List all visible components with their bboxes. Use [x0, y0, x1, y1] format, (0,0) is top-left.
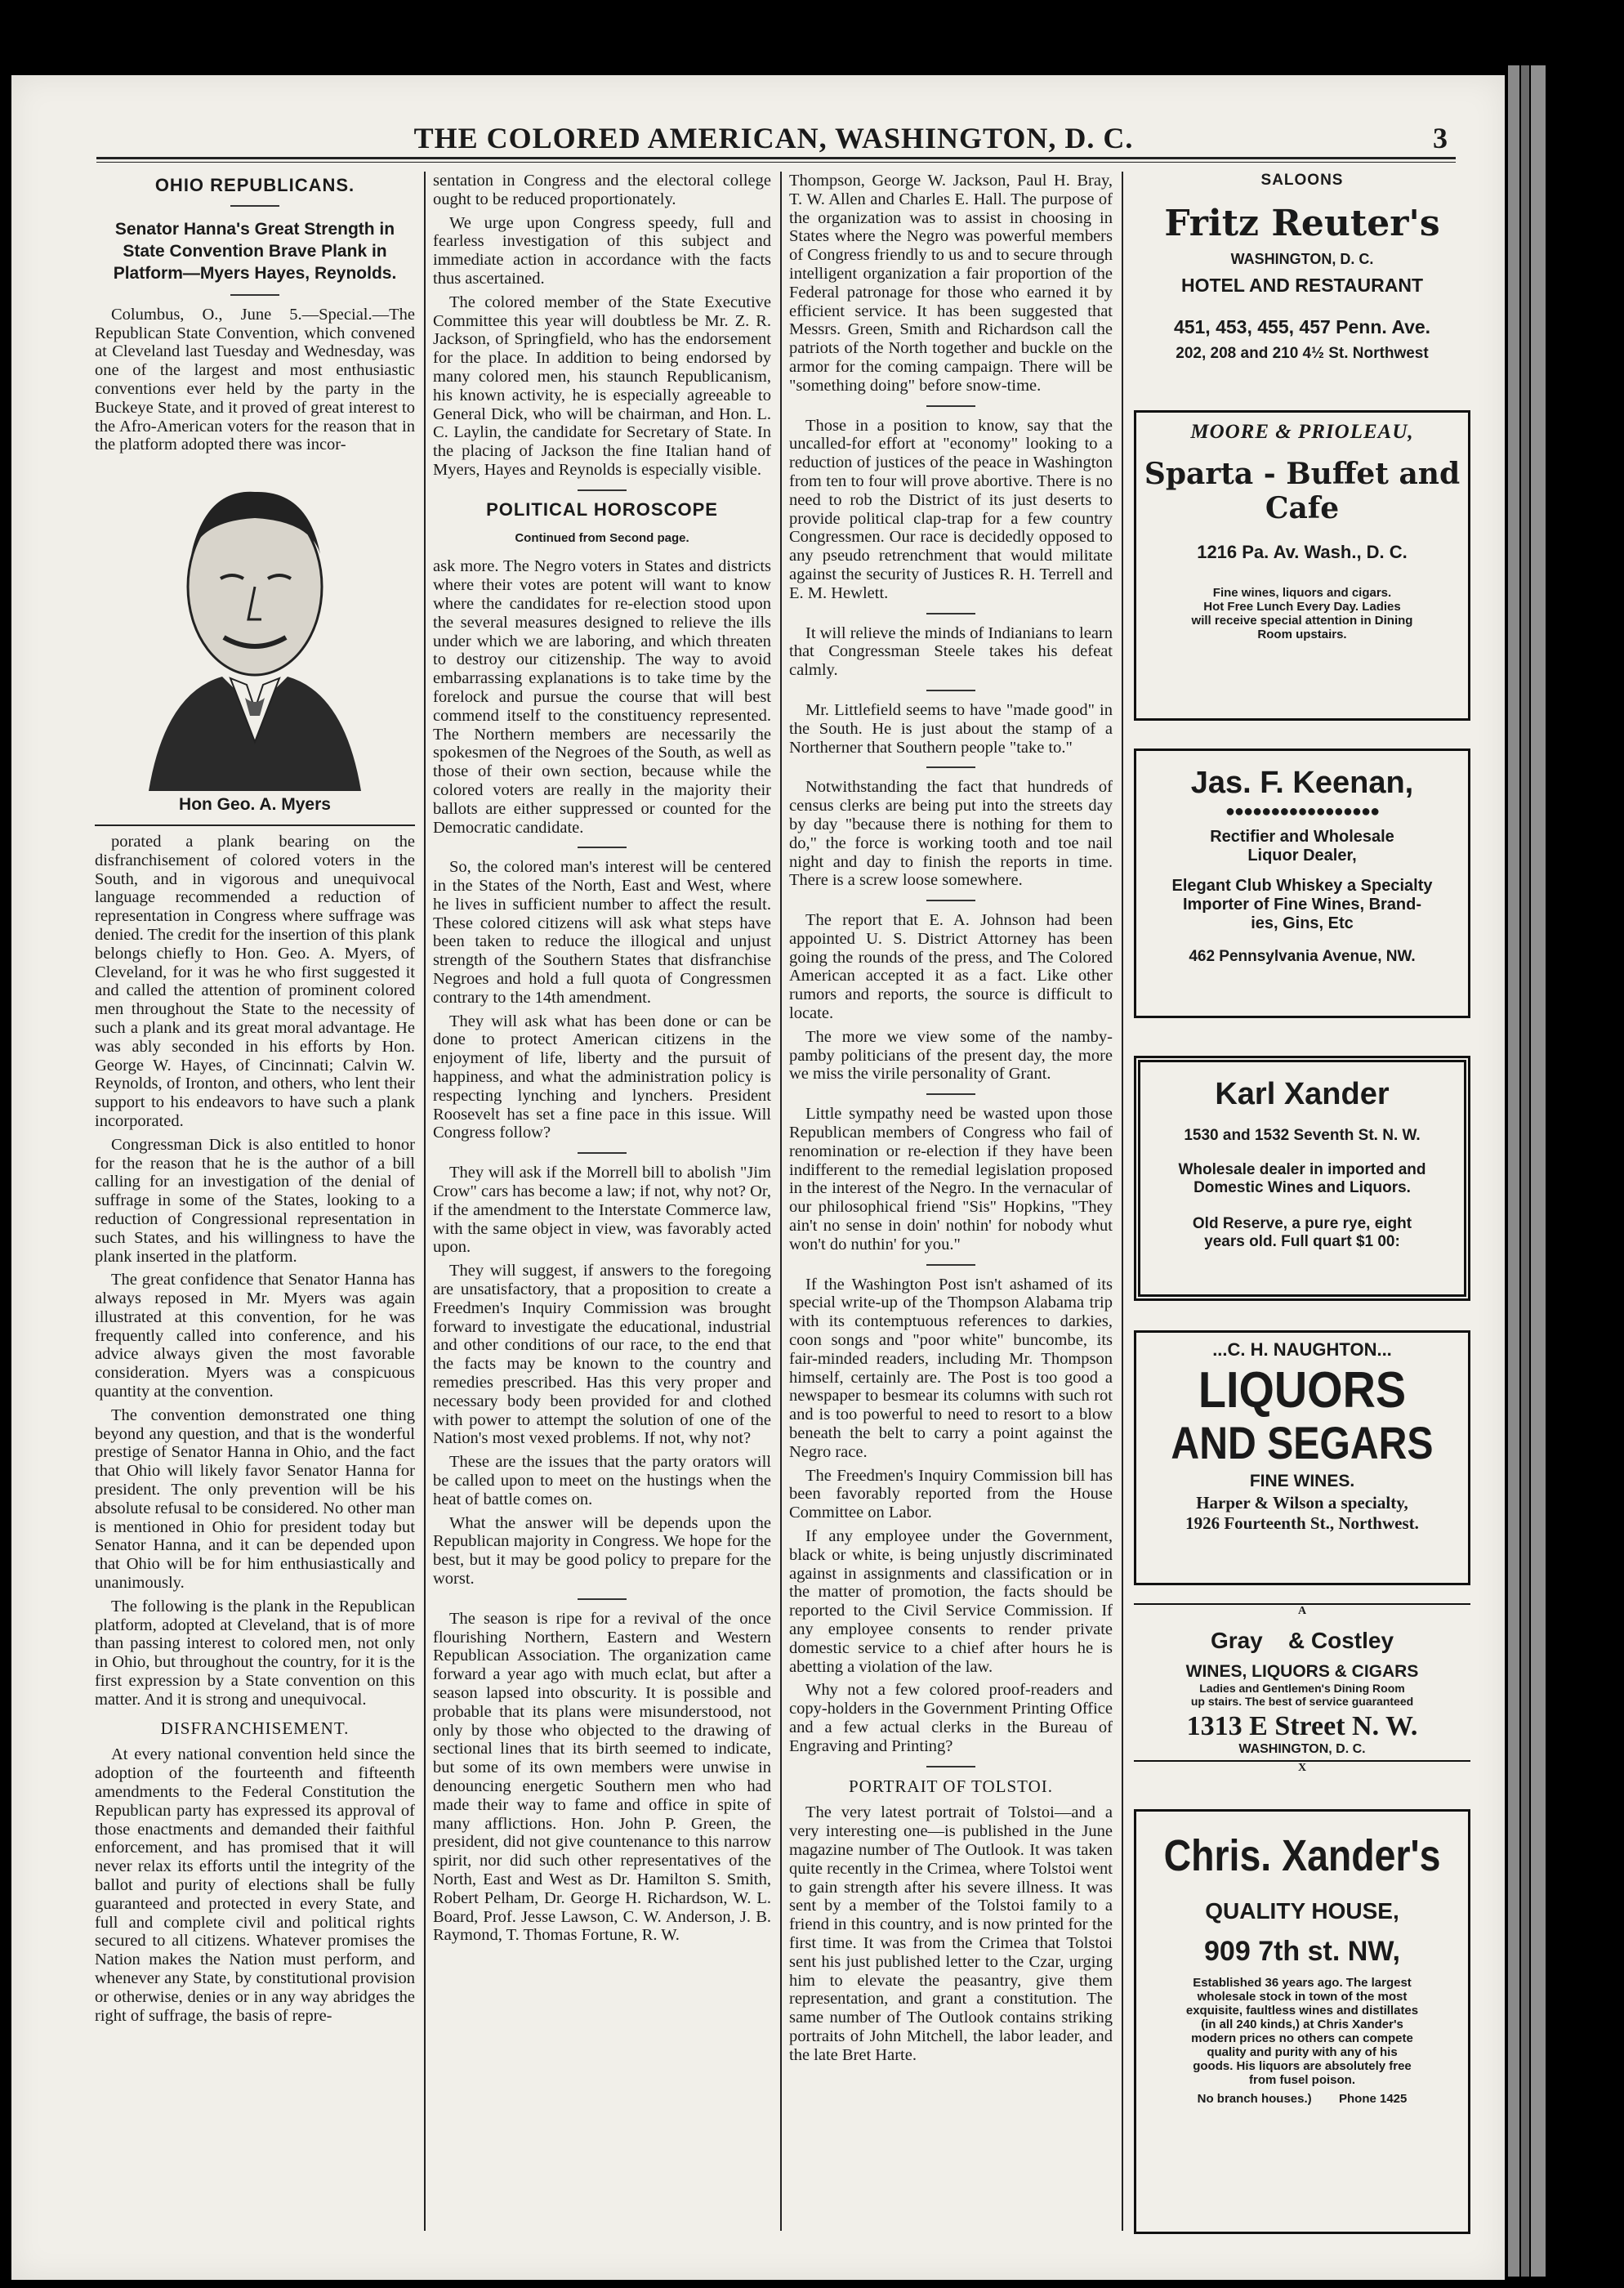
separator [578, 1598, 627, 1600]
page-edge-2 [1521, 65, 1529, 2277]
gray-costley-ad [1134, 1603, 1470, 1791]
article-paragraph: They will ask what has been done or can be done to protect American citizens in the enjoyment of life, liberty and the pursuit of happiness, and what the administration policy is respecting lynching and lynchers. President Roosevelt has set a fine pace in this issue. Will Congress follow? [433, 1012, 771, 1142]
article-paragraph: The great confidence that Senator Hanna has always reposed in Mr. Myers was again illustrated at this convention, for he was frequently called into conference, and his advice always given the most favorable consideration. Myers was a conspicuous quantity at the convention. [95, 1271, 415, 1401]
reuter-type: HOTEL AND RESTAURANT [1180, 275, 1423, 296]
karl-line-4: years old. Full quart $1 00: [1204, 1233, 1400, 1250]
keenan-ad [1134, 749, 1470, 1018]
gray-city: WASHINGTON, D. C. [1238, 1742, 1366, 1756]
chris-line-8: quality and purity with any of his [1207, 2045, 1398, 2059]
column-3 [789, 172, 1113, 2237]
chris-line-2: 909 7th st. NW, [1204, 1936, 1400, 1967]
reuter-name: Fritz Reuter's [1164, 203, 1440, 244]
keenan-address: 462 Pennsylvania Avenue, NW. [1189, 948, 1416, 965]
sparta-address: 1216 Pa. Av. Wash., D. C. [1197, 542, 1408, 562]
naughton-line-4: Harper & Wilson a specialty, [1196, 1493, 1408, 1513]
gray-line-3: up stairs. The best of service guaranteed [1190, 1695, 1414, 1708]
article-paragraph: porated a plank bearing on the disfranchisement of colored voters in the South, and in vigorous and unequivocal language recommended a reduction of representation in Congress where suffrage was denied. The credit for the insertion of this plank belongs chiefly to Hon. Geo. A. Myers, of Cleveland, for it was he who first suggested it and called the attention of prominent colored men throughout the State to the necessity of such a plank and its great moral advantage. He was ably seconded in his efforts by Hon. George W. Hayes, of Cincinnati; Calvin W. Reynolds, of Ironton, and others, who lent their support to his endeavors to have such a plank incorporated. [95, 832, 415, 1130]
column-2 [433, 172, 771, 2237]
chris-name: Chris. Xander's [1163, 1831, 1441, 1880]
tolstoi-heading: PORTRAIT OF TOLSTOI. [849, 1776, 1053, 1796]
chris-line-10: from fusel poison. [1248, 2073, 1355, 2087]
article-paragraph: Why not a few colored proof-readers and copy-holders in the Government Printing Office and a few actual clerks in the Bureau of Engraving and Printing? [789, 1681, 1113, 1755]
keenan-name: Jas. F. Keenan, [1190, 766, 1414, 800]
article-paragraph: If the Washington Post isn't ashamed of its special write-up of the Thompson Alabama trip with its contemptuous references to darkies, coon songs and "poor white" buncombe, its fair-minded readers, including Mr. Thompson himself, certainly are. The Post is too good a newspaper to besmear its columns with such rot and is too powerful to need to resort to a blow beneath the belt to carry a point against the Negro race. [789, 1275, 1113, 1461]
article-paragraph: At every national convention held since the adoption of the fourteenth and fifteenth amendments to the Federal Constitution the Republican party has expressed its approval of those enactments and demanded their faithful enforcement, and has promised that it will never relax its efforts until the integrity of the ballot and purity of elections shall be fully guaranteed and protected in every State, and full and complete civil and political rights secured to all citizens. Whatever promises the Nation makes the Nation must perform, and whenever any State, by constitutional provision or otherwise, denies or in any way abridges the right of suffrage, the basis of repre- [95, 1745, 415, 2025]
newspaper-page [11, 75, 1505, 2280]
chris-line-5: exquisite, faultless wines and distillates [1185, 2004, 1419, 2018]
column-rule-3 [1122, 172, 1123, 2231]
gray-top-mark: A [1134, 1603, 1470, 1618]
portrait-caption: Hon Geo. A. Myers [179, 795, 331, 815]
gray-name-left: Gray [1210, 1628, 1263, 1653]
article-paragraph: ask more. The Negro voters in States and districts where their votes are potent will want to know where the candidates for re-election stood upon the several measures designed to relieve the ills under which we are laboring, and which threaten to destroy our citizenship. The way to avoid embarrassing explanations is to take time by the forelock and pursue the course that will best commend itself to the constituency represented. The Northern members are necessarily the spokesmen of the Negroes of the South, as well as those of their own section, because while the colored voters are really in the majority their ballots are either suppressed or counted for the Democratic candidate. [433, 557, 771, 837]
karl-line-2: Domestic Wines and Liquors. [1193, 1179, 1411, 1196]
article-paragraph: sentation in Congress and the electoral college ought to be reduced proportionately. [433, 172, 771, 208]
naughton-line-2: AND SEGARS [1171, 1417, 1434, 1468]
article-paragraph: The more we view some of the namby-pamby politicians of the present day, the more we miss the virile personality of Grant. [789, 1027, 1113, 1084]
article-paragraph: What the answer will be depends upon the Republican majority in Congress. We hope for the best, but it may be good policy to prepare for the worst. [433, 1513, 771, 1588]
article-paragraph: The very latest portrait of Tolstoi—and a very interesting one—is published in the June magazine number of The Outlook. It was taken quite recently in the Crimea, where Tolstoi went to gain strength after his severe illness. It was sent by a member of the Tolstoi family to a friend in this country, and is now printed for the first time. It was from the Crimea that Tolstoi sent his just published letter to the Czar, urging him to elevate the peasantry, give them representation, and grant a constitution. The same number of The Outlook contains striking portraits of John Mitchell, the labor leader, and the late Bret Harte. [789, 1803, 1113, 2064]
chris-line-11: No branch houses.) [1197, 2092, 1312, 2106]
keenan-line-4: Importer of Fine Wines, Brand- [1182, 896, 1422, 914]
political-horoscope-heading: POLITICAL HOROSCOPE [486, 498, 718, 520]
article-paragraph: We urge upon Congress speedy, full and fearless investigation of this subject and immediate action in accordance with the facts thus ascertained. [433, 213, 771, 288]
article-paragraph: Notwithstanding the fact that hundreds of census clerks are being put into the streets day by day "because there is nothing for them to do," the force is working tooth and toe nail night and day to finish the reports in time. There is a screw loose somewhere. [789, 778, 1113, 890]
reuter-city: WASHINGTON, D. C. [1230, 251, 1374, 267]
separator [926, 690, 975, 691]
portrait-illustration [116, 464, 394, 791]
masthead [100, 114, 1448, 160]
masthead-rule [96, 157, 1456, 159]
sparta-line-2: Hot Free Lunch Every Day. Ladies [1203, 600, 1401, 614]
article-paragraph: These are the issues that the party orators will be called upon to meet on the hustings when the heat of battle comes on. [433, 1453, 771, 1508]
chris-line-4: wholesale stock in town of the most [1197, 1990, 1408, 2004]
chris-line-9: goods. His liquors are absolutely free [1193, 2059, 1412, 2073]
article-paragraph: Columbus, O., June 5.—Special.—The Republican State Convention, which convened at Cleveland last Tuesday and Wednesday, was one of the largest and most enthusiastic conventions ever held by the party in the Buckeye State, and it proved of great interest to the Afro-American voters for the reason that in the platform adopted there was incor- [95, 305, 415, 454]
naughton-ad [1134, 1330, 1470, 1585]
naughton-line-3: FINE WINES. [1249, 1472, 1355, 1490]
article-paragraph: The season is ripe for a revival of the once flourishing Northern, Eastern and Western Republican Association. The organization came forward a year ago with much eclat, but after a season lapsed into obscurity. It is possible and probable that its plans were misunderstood, not only by those who objected to the drawing of sectional lines that its birth seemed to indicate, but some of its own members were unwise in denouncing energetic Southern men who had made their way to fame and office in spite of many afflictions. Hon. John P. Green, the president, did not give countenance to this narrow spirit, nor did such other representatives of the North, East and West as Dr. Hamilton S. Smith, Robert Pelham, Dr. George H. Richardson, W. L. Board, Prof. Jesse Lawson, C. W. Anderson, J. B. Raymond, T. Thomas Fortune, R. W. [433, 1609, 771, 1945]
continued-note: Continued from Second page. [515, 530, 689, 545]
article-paragraph: So, the colored man's interest will be centered in the States of the North, East and West, where he lives in sufficient number to affect the result. These colored citizens will ask what steps have been taken to reduce the illogical and unjust strength of the Southern States that disfranchise Negroes and hold a full quota of Congressmen contrary to the 14th amendment. [433, 858, 771, 1007]
separator [578, 489, 627, 491]
karl-line-3: Old Reserve, a pure rye, eight [1192, 1215, 1412, 1232]
masthead-rule-thin [96, 162, 1456, 163]
article-paragraph: They will ask if the Morrell bill to abolish "Jim Crow" cars has become a law; if not, why not? Or, if the amendment to the Interstate Commerce law, with the same object in view, was favorably acted upon. [433, 1164, 771, 1257]
moore-names: MOORE & PRIOLEAU, [1190, 421, 1414, 443]
reuter-address-2: 202, 208 and 210 4½ St. Northwest [1176, 345, 1429, 362]
separator [926, 766, 975, 768]
gray-name-right: & Costley [1287, 1628, 1394, 1653]
keenan-line-5: ies, Gins, Etc [1251, 914, 1354, 932]
karl-xander-ad [1134, 1056, 1470, 1301]
separator [230, 205, 279, 207]
column-rule-1 [424, 172, 426, 2231]
karl-address: 1530 and 1532 Seventh St. N. W. [1184, 1127, 1421, 1144]
masthead-title: THE COLORED AMERICAN, WASHINGTON, D. C. [413, 122, 1134, 154]
article-paragraph: Those in a position to know, say that the uncalled-for effort at "economy" looking to a reduction of justices of the peace in Washington from ten to four will prove abortive. There is no need to rob the District of its just deserts to provide political clap-trap for a few country Congressmen. Our race is decidedly opposed to any pseudo retrenchment that would militate against the security of Justices R. H. Terrell and E. M. Hewlett. [789, 416, 1113, 602]
gray-bottom-mark: X [1134, 1760, 1470, 1775]
article-paragraph: They will suggest, if answers to the foregoing are unsatisfactory, that a proposition to create a Freedmen's Inquiry Commission was brought forward to investigate the educational, industrial and other conditions of our race, to the end that the facts may be known to the country and remedies prescribed. Has this very proper and necessary body been provided for and clothed with power to attempt the solution of one of the Nation's most vexed problems. If not, why not? [433, 1262, 771, 1448]
keenan-ornament: ●●●●●●●●●●●●●●●●● [1225, 802, 1380, 820]
sparta-line-1: Fine wines, liquors and cigars. [1212, 586, 1392, 600]
article-paragraph: The following is the plank in the Republican platform, adopted at Cleveland, that is of more than passing interest to colored men, not only in Ohio, but throughout the country, for it is the first expression by a State convention on this matter. And it is strong and unequivocal. [95, 1597, 415, 1709]
sparta-line-3: will receive special attention in Dining [1191, 614, 1413, 628]
page-edge-1 [1508, 65, 1519, 2277]
chris-phone: Phone 1425 [1339, 2092, 1408, 2106]
naughton-name: ...C. H. NAUGHTON... [1212, 1339, 1392, 1360]
ohio-republicans-heading: OHIO REPUBLICANS. [154, 175, 355, 195]
article-paragraph: Thompson, George W. Jackson, Paul H. Bray, T. W. Allen and Charles E. Hall. The purpose of the organization was to assist in choosing in States where the Negro was powerful members of Congress friendly to us and to secure through intelligent organization a fair proportion of the Federal patronage for those who earned it by efficient service. It has been suggested that Messrs. Green, Smith and Richardson call the patriots of the North together and buckle on the armor for the coming campaign. There will be "something doing" before snow-time. [789, 172, 1113, 395]
separator [926, 1093, 975, 1095]
article-paragraph: Mr. Littlefield seems to have "made good" in the South. He is just about the stamp of a Northerner that Southern people "take to." [789, 700, 1113, 757]
disfranchisement-heading: DISFRANCHISEMENT. [160, 1718, 350, 1738]
article-paragraph: The Freedmen's Inquiry Commission bill has been favorably reported from the House Committee on Labor. [789, 1466, 1113, 1522]
gray-name [1134, 1628, 1470, 1654]
sparta-buffet-ad [1134, 410, 1470, 721]
separator [926, 613, 975, 614]
article-paragraph: The report that E. A. Johnson had been appointed U. S. District Attorney has been going the rounds of the press, and The Colored American accepted it as a fact. Like other rumors and reports, the source is difficult to locate. [789, 911, 1113, 1023]
page-edge-3 [1531, 65, 1546, 2277]
article-paragraph: Little sympathy need be wasted upon those Republican members of Congress who fail of renomination or re-election if they have been indifferent to the remedial legislation proposed in the interest of the Negro. In the vernacular of our philosophical friend "Sis" Hopkins, "They ain't no sense in doin' nothin' for nobody whut won't do nuthin' for you." [789, 1105, 1113, 1253]
caption-rule [95, 824, 415, 826]
karl-line-1: Wholesale dealer in imported and [1178, 1161, 1426, 1178]
naughton-line-1: LIQUORS [1198, 1362, 1407, 1419]
ohio-republicans-subheading: Senator Hanna's Great Strength in State Convention Brave Plank in Platform—Myers Hayes, Reynolds. [113, 219, 397, 283]
article-paragraph: Congressman Dick is also entitled to honor for the reason that he is the author of a bill calling for an investigation of the denial of suffrage in some of the States, looking to a reduction of Congressional representation in such States, and his willingness to have the plank inserted in the platform. [95, 1135, 415, 1266]
article-paragraph: The colored member of the State Executive Committee this year will doubtless be Mr. Z. R. Jackson, of Springfield, who has the endorsement for the place. In addition to being endorsed by many colored men, his staunch Republicanism, his known activity, he is especially agreeable to General Dick, who will be chairman, and Hon. L. C. Laylin, the candidate for Secretary of State. In the placing of Jackson the fine Italian hand of Myers, Hayes and Reynolds is especially visible. [433, 293, 771, 479]
separator [926, 1766, 975, 1767]
separator [926, 405, 975, 407]
naughton-line-5: 1926 Fourteenth St., Northwest. [1185, 1513, 1419, 1533]
separator [926, 900, 975, 901]
chris-line-7: modern prices no others can compete [1191, 2031, 1413, 2045]
keenan-line-2: Liquor Dealer, [1247, 847, 1357, 865]
column-rule-2 [780, 172, 782, 2231]
reuter-address-1: 451, 453, 455, 457 Penn. Ave. [1173, 316, 1431, 337]
page-number: 3 [1433, 122, 1448, 154]
saloons-label [1134, 172, 1470, 196]
keenan-line-1: Rectifier and Wholesale [1210, 828, 1394, 846]
sparta-name: Sparta - Buffet and Cafe [1144, 457, 1461, 525]
separator [578, 847, 627, 848]
separator [926, 1264, 975, 1266]
separator [230, 294, 279, 296]
chris-xander-ad [1134, 1809, 1470, 2234]
chris-line-6: (in all 240 kinds,) at Chris Xander's [1201, 2018, 1403, 2031]
gray-line-2: Ladies and Gentlemen's Dining Room [1199, 1682, 1405, 1695]
saloons-label-text: SALOONS [1260, 172, 1344, 189]
keenan-line-3: Elegant Club Whiskey a Specialty [1171, 877, 1433, 895]
chris-line-3: Established 36 years ago. The largest [1193, 1976, 1412, 1990]
gray-address: 1313 E Street N. W. [1186, 1711, 1418, 1741]
separator [578, 1152, 627, 1154]
column-1 [95, 172, 415, 2237]
article-paragraph: It will relieve the minds of Indianians to learn that Congressman Steele takes his defeat calmly. [789, 623, 1113, 680]
article-paragraph: If any employee under the Government, black or white, is being unjustly discriminated against in assignments and classification or in the matter of promotion, the facts should be reported to the Civil Service Commission. If any employee consents to render private domestic service to a chief after hours he is abetting a violation of the law. [789, 1527, 1113, 1676]
chris-footer [1136, 2092, 1468, 2106]
chris-line-1: QUALITY HOUSE, [1205, 1898, 1399, 1924]
karl-name: Karl Xander [1215, 1077, 1390, 1111]
sparta-line-4: Room upstairs. [1257, 628, 1347, 641]
article-paragraph: The convention demonstrated one thing beyond any question, and that is the wonderful prestige of Senator Hanna in Ohio, and the fact that Ohio will likely favor Senator Hanna for president. The only prevention will be his absolute refusal to be considered. No other man is mentioned in Ohio for president today but Senator Hanna, and it can be depended upon that Ohio will be for him enthusiastically and unanimously. [95, 1405, 415, 1593]
gray-line-1: WINES, LIQUORS & CIGARS [1185, 1662, 1419, 1681]
